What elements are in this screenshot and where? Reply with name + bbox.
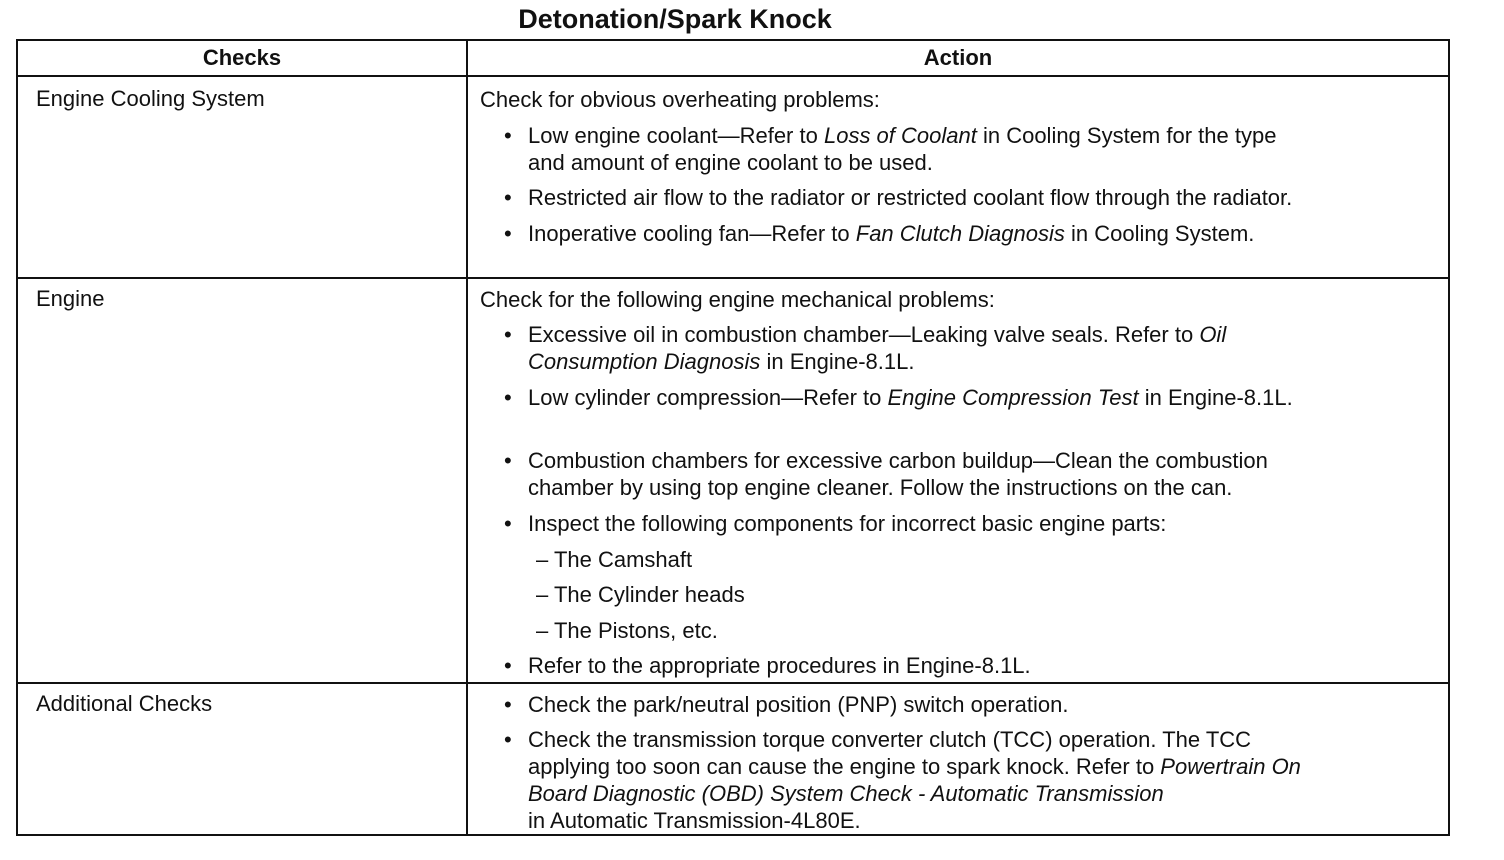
row-intro: Check for obvious overheating problems: [480, 87, 880, 112]
bullet: • [504, 221, 512, 246]
bullet: • [504, 123, 512, 148]
list-item: • Combustion chambers for excessive carbon buildup—Clean the combustion chamber by using top engine cleaner. Follow the instructions on the can. [504, 448, 1268, 500]
bullet: • [504, 385, 512, 410]
list-item: • Inspect the following components for incorrect basic engine parts: [504, 511, 1167, 536]
list-item: • Refer to the appropriate procedures in Engine-8.1L. [504, 653, 1031, 678]
check-engine-cooling-system: Engine Cooling System [36, 86, 265, 111]
list-item: • Low engine coolant—Refer to Loss of Coolant in Cooling System for the type and amount of engine coolant to be used. [504, 123, 1277, 175]
bullet: • [504, 511, 512, 536]
bullet: • [504, 322, 512, 347]
bullet: • [504, 185, 512, 210]
check-additional-checks: Additional Checks [36, 691, 213, 716]
list-item: • Restricted air flow to the radiator or restricted coolant flow through the radiator. [504, 185, 1293, 210]
diagnosis-table [16, 39, 1450, 836]
sub-item: – The Pistons, etc. [536, 618, 718, 643]
column-divider [466, 41, 468, 834]
list-item: • Check the park/neutral position (PNP) switch operation. [504, 692, 1069, 717]
bullet: • [504, 692, 512, 717]
bullet: • [504, 448, 512, 473]
list-item: • Check the transmission torque converter clutch (TCC) operation. The TCC applying too soon can cause the engine to spark knock. Refer to Powertrain On Board Diagnostic (OBD) System Check - Automatic Transmission in Automatic Transmission-4L80E. [504, 727, 1301, 833]
bullet: • [504, 653, 512, 678]
row-divider [18, 277, 1448, 279]
list-item: • Excessive oil in combustion chamber—Leaking valve seals. Refer to Oil Consumption Diagnosis in Engine-8.1L. [504, 322, 1227, 374]
row-intro: Check for the following engine mechanical problems: [480, 287, 995, 312]
sub-item: – The Camshaft [536, 547, 693, 572]
list-item: • Low cylinder compression—Refer to Engine Compression Test in Engine-8.1L. [504, 385, 1293, 410]
bullet: • [504, 727, 512, 752]
header-checks: Checks [202, 45, 282, 70]
page-title: Detonation/Spark Knock [518, 4, 832, 34]
check-engine: Engine [36, 286, 105, 311]
header-divider [18, 75, 1448, 77]
row-divider [18, 682, 1448, 684]
sub-item: – The Cylinder heads [536, 582, 745, 607]
list-item: • Inoperative cooling fan—Refer to Fan Clutch Diagnosis in Cooling System. [504, 221, 1255, 246]
header-action: Action [923, 45, 993, 70]
